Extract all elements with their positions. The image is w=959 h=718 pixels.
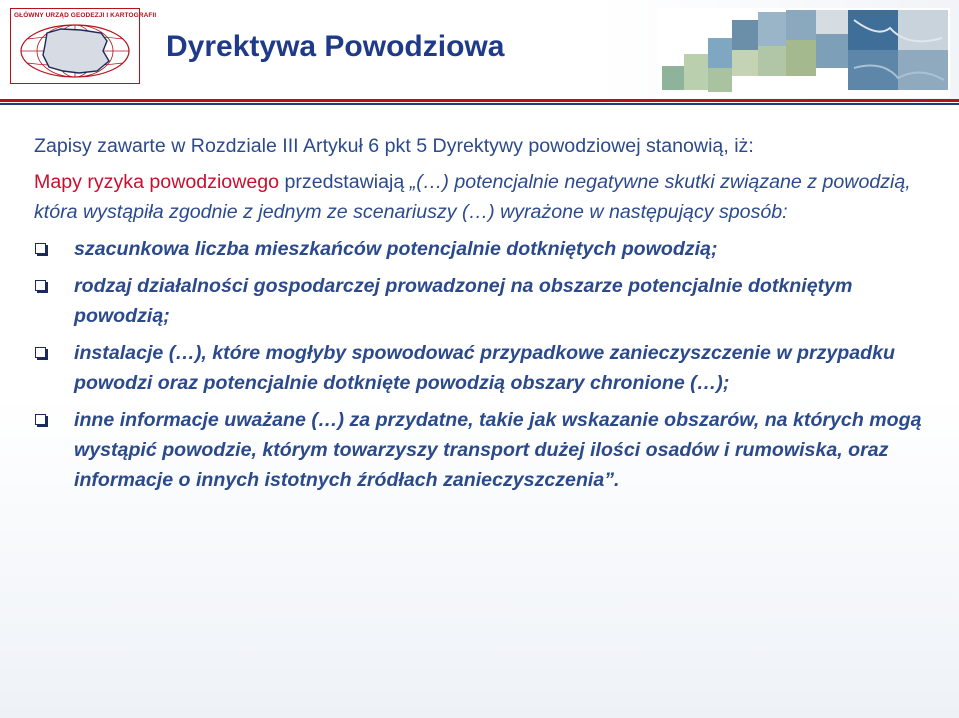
lead-verb-text: przedstawiają	[279, 171, 410, 193]
list-item-text: inne informacje uważane (…) za przydatne, takie jak wskazanie obszarów, na których mogą wystąpić powodzie, którym towarzyszy transport dużej ilości osadów i rumowiska, oraz informacje o innych istotnych źródłach zanieczyszczenia”.	[74, 409, 922, 491]
logo-text: GŁÓWNY URZĄD GEODEZJI I KARTOGRAFII	[14, 12, 157, 19]
checkbox-bullet-icon	[35, 280, 46, 291]
list-item	[34, 234, 934, 264]
globe-map-icon	[17, 23, 133, 79]
consequences-list	[34, 234, 934, 495]
checkbox-bullet-icon	[35, 414, 46, 425]
lead-red-text: Mapy ryzyka powodziowego	[34, 171, 280, 193]
checkbox-bullet-icon	[35, 243, 46, 254]
list-item-text: instalacje (…), które mogłyby spowodować przypadkowe zanieczyszczenie w przypadku powodzi oraz potencjalnie dotknięte powodzią obszary chronione (…);	[74, 342, 895, 394]
list-item	[34, 405, 934, 495]
header-divider-blue	[0, 103, 959, 105]
list-item	[34, 338, 934, 398]
list-item-text: rodzaj działalności gospodarczej prowadzonej na obszarze potencjalnie dotkniętym powodzią;	[74, 275, 853, 327]
header-divider-red	[0, 99, 959, 102]
satellite-mosaic-image	[658, 8, 950, 98]
list-item	[34, 271, 934, 331]
intro-paragraph: Zapisy zawarte w Rozdziale III Artykuł 6 pkt 5 Dyrektywy powodziowej stanowią, iż:	[34, 135, 754, 157]
lead-paragraph	[34, 167, 934, 227]
header	[0, 0, 959, 100]
slide-body	[34, 131, 934, 502]
list-item-text: szacunkowa liczba mieszkańców potencjalnie dotkniętych powodzią;	[74, 238, 718, 260]
gugik-logo	[10, 8, 157, 84]
lead-quote-text: „(…) potencjalnie negatywne skutki związane z powodzią, która wystąpiła zgodnie z jednym ze scenariuszy (…) wyrażone w następujący sposób:	[34, 171, 911, 223]
page-title: Dyrektywa Powodziowa	[166, 30, 505, 63]
checkbox-bullet-icon	[35, 347, 46, 358]
